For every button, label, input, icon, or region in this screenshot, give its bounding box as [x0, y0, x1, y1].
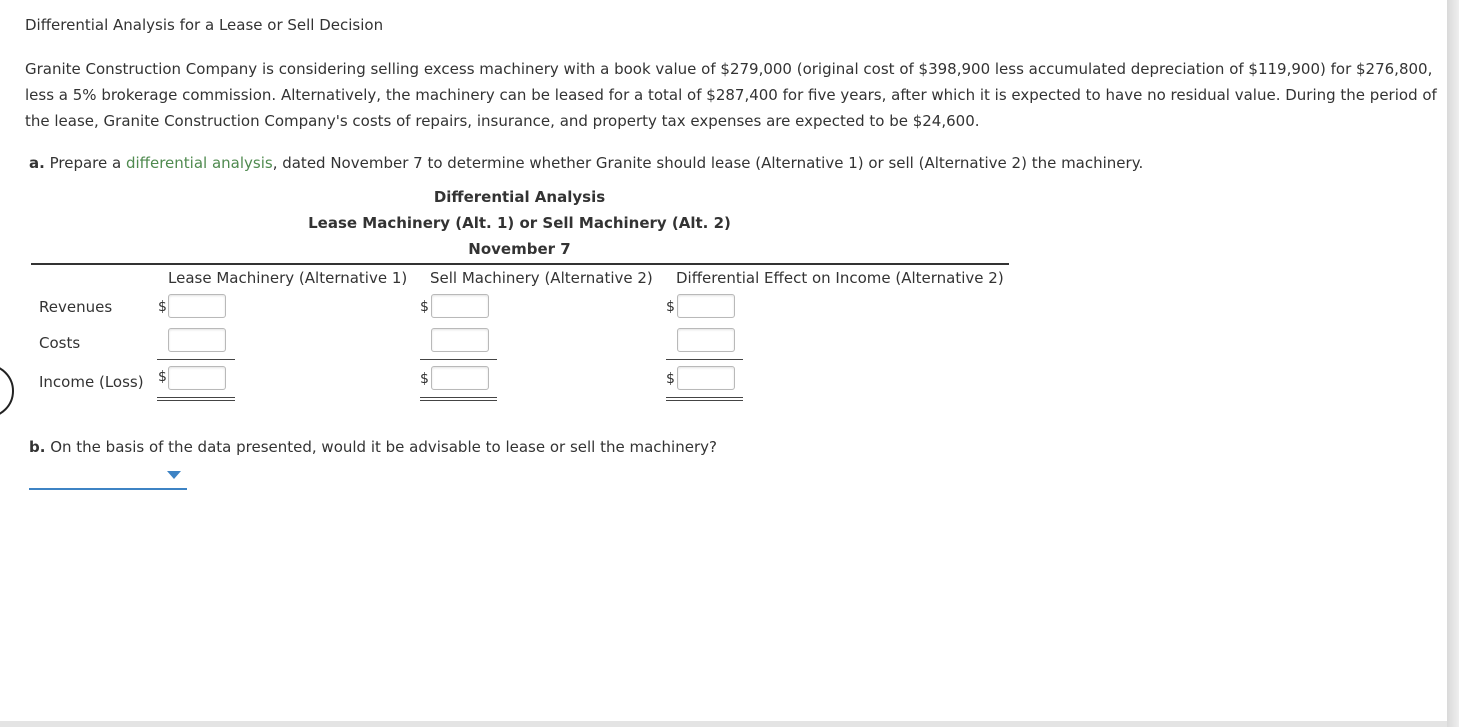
dollar-sign: $	[666, 299, 675, 315]
subtotal-rule	[666, 359, 743, 360]
column-header-sell: Sell Machinery (Alternative 2)	[430, 269, 653, 287]
revenues-differential-input[interactable]	[677, 294, 735, 318]
question-a-text-2: , dated November 7 to determine whether Granite should lease (Alternative 1) or sell (Alternative 2) the machinery.	[272, 154, 1144, 172]
question-b-text: On the basis of the data presented, would it be advisable to lease or sell the machinery?	[45, 438, 717, 456]
chevron-down-icon	[167, 471, 181, 479]
revenues-sell-input[interactable]	[431, 294, 489, 318]
lease-or-sell-dropdown[interactable]	[29, 462, 187, 490]
income-differential-input[interactable]	[677, 366, 735, 390]
row-label-income-loss: Income (Loss)	[39, 373, 144, 391]
column-header-differential: Differential Effect on Income (Alternative 2)	[676, 269, 1004, 287]
dollar-sign: $	[158, 369, 167, 385]
differential-analysis-link[interactable]: differential analysis	[125, 154, 273, 172]
costs-differential-input[interactable]	[677, 328, 735, 352]
page-bottom-shadow	[0, 721, 1447, 727]
question-b	[29, 438, 717, 456]
total-double-rule	[157, 397, 235, 401]
table-top-rule	[31, 263, 1009, 265]
income-lease-input[interactable]	[168, 366, 226, 390]
costs-sell-input[interactable]	[431, 328, 489, 352]
analysis-subheading: Lease Machinery (Alt. 1) or Sell Machinery (Alt. 2)	[308, 214, 731, 232]
row-label-costs: Costs	[39, 334, 81, 352]
total-double-rule	[420, 397, 497, 401]
analysis-heading: Differential Analysis	[433, 188, 606, 206]
question-a-text-1: Prepare a	[44, 154, 126, 172]
dollar-sign: $	[666, 371, 675, 387]
column-header-lease: Lease Machinery (Alternative 1)	[168, 269, 408, 287]
income-sell-input[interactable]	[431, 366, 489, 390]
analysis-date: November 7	[468, 240, 571, 258]
page-title: Differential Analysis for a Lease or Sell Decision	[25, 16, 384, 34]
page-edge-shadow	[1447, 0, 1459, 727]
question-a-letter: a.	[29, 154, 45, 172]
row-label-revenues: Revenues	[39, 298, 113, 316]
costs-lease-input[interactable]	[168, 328, 226, 352]
question-a	[29, 154, 1143, 172]
total-double-rule	[666, 397, 743, 401]
revenues-lease-input[interactable]	[168, 294, 226, 318]
subtotal-rule	[157, 359, 235, 360]
dollar-sign: $	[158, 299, 167, 315]
problem-description: Granite Construction Company is considering selling excess machinery with a book value of $279,000 (original cost of $398,900 less accumulated depreciation of $119,900) for $276,800, less a 5% brokerage commission. Alternatively, the machinery can be leased for a total of $287,400 for five years, after which it is expected to have no residual value. During the period of the lease, Granite Construction Company's costs of repairs, insurance, and property tax expenses are expected to be $24,600.	[25, 60, 1437, 130]
subtotal-rule	[420, 359, 497, 360]
question-b-letter: b.	[29, 438, 46, 456]
dollar-sign: $	[420, 299, 429, 315]
dollar-sign: $	[420, 371, 429, 387]
